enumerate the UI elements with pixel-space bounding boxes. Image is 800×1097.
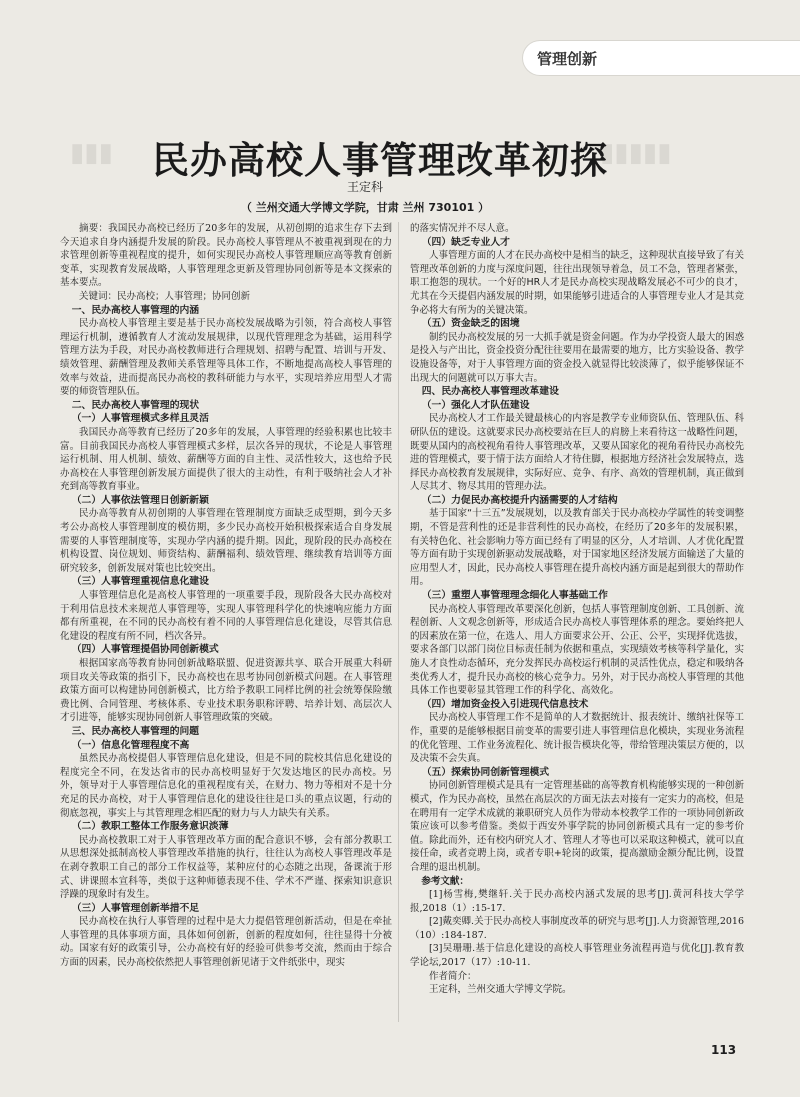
reference-entry: [1]杨雪梅,樊继轩.关于民办高校内涵式发展的思考[J].黄河科技大学学报,2018（1）:15-17. (410, 889, 744, 914)
body-paragraph: 虽然民办高校提倡人事管理信息化建设，但是不同的院校其信息化建设的程度完全不同，在发达省市的民办高校明显好于欠发达地区的民办高校。另外，领导对于人事管理信息化的重视程度有关，在财力、物力等相对不是十分充足的民办高校，对于人事管理信息化的建设往往是口头的重点议题，行动的彻底忽视，事实上与其管理理念相匹配的财力与人力缺失有关系。 (60, 753, 392, 819)
left-column (60, 222, 392, 970)
reference-entry: [2]戴奕卿.关于民办高校人事制度改革的研究与思考[J].人力资源管理,2016（10）:184-187. (410, 916, 744, 941)
body-paragraph: 根据国家高等教育协同创新战略联盟、促进资源共享、联合开展重大科研项目攻关等政策的指引下，民办高校也在思考协同创新模式问题。在人事管理政策方面可以构建协同创新模式，比方给予教职工同样比例的社会统筹保险缴费比例、合同管理、考核体系、专业技术职务职称评聘、培养计划、高层次人才引进等，能够实现协同创新人事管理政策的突破。 (60, 658, 392, 724)
article-title: 民办高校人事管理改革初探 (152, 139, 608, 182)
body-paragraph: 民办高校人事管理工作不是简单的人才数据统计、报表统计、缴纳社保等工作，重要的是能够根据目前变革的需要引进人事管理信息化模块，实现业务流程的优化管理、工作业务流程化、统计报告模块化等，带给管理决策层方便的，以及决策不会失真。 (410, 712, 744, 765)
subsection-heading: （五）探索协同创新管理模式 (421, 766, 550, 778)
references-heading: 参考文献： (421, 875, 469, 887)
subsection-heading: （一）人事管理模式多样且灵活 (71, 413, 209, 425)
section-heading: 二、民办高校人事管理的现状 (71, 399, 200, 411)
subsection-heading: （二）人事依法管理日创新新颖 (71, 494, 209, 506)
subsection-heading: （一）强化人才队伍建设 (421, 399, 530, 411)
subsection-heading: （三）人事管理重视信息化建设 (71, 576, 209, 588)
subsection-heading: （四）增加资金投入引进现代信息技术 (421, 698, 589, 710)
page-number: 113 (711, 1043, 737, 1057)
section-label: 管理创新 (537, 50, 598, 68)
body-paragraph: 民办高校教职工对于人事管理改革方面的配合意识不够，会有部分教职工从思想深处抵制高校人事管理改革措施的执行，往往认为高校人事管理改革是在剥夺教职工自己的部分工作权益等，某种应付的心态随之出现，备课流于形式、讲课照本宣科等，类似于这种师德表现不佳、学术不严谨、探索知识意识浮躁的现象时有发生。 (60, 834, 392, 901)
body-paragraph: 协同创新管理模式是具有一定管理基础的高等教育机构能够实现的一种创新模式，作为民办高校，虽然在高层次的方面无法去对接有一定实力的高校，但是在聘用有一定学术成就的兼职研究人员作为带动本校教学工作的一项协同创新政策应该可以参考借鉴。类似于西安外事学院的协同创新模式具有一定的参考价值。除此而外，还有校内研究人才、管理人才等也可以采取这种模式，就可以直接任命，或者竞聘上岗，或者专职+轮岗的政策，提高激励金额分配比例，设置合理的退出机制。 (410, 780, 744, 873)
subsection-heading: （二）力促民办高校提升内涵需要的人才结构 (421, 494, 618, 506)
subsection-heading: （三）人事管理创新举措不足 (71, 902, 200, 914)
subsection-heading: （三）重塑人事管理理念细化人事基础工作 (421, 590, 608, 602)
article-author: 王定科 (346, 180, 383, 194)
keywords: 关键词：民办高校；人事管理；协同创新 (79, 290, 251, 302)
background-ghost-text: ▮▮▮▮▮ (600, 138, 672, 168)
subsection-heading: （二）教职工整体工作服务意识淡薄 (71, 821, 229, 833)
section-heading: 四、民办高校人事管理改革建设 (421, 386, 559, 398)
body-paragraph: 我国民办高等教育已经历了20多年的发展，人事管理的经验积累也比较丰富。目前我国民办高校人事管理模式多样，层次各异的现状，不论是人事管理运行机制、用人机制、绩效、薪酬等方面的自主性、灵活性较大，这也给予民办高校在人事管理创新发展方面提供了很大的主动性，有利于吸纳社会人才补充到高等教育事业。 (60, 426, 392, 493)
section-heading: 三、民办高校人事管理的问题 (71, 725, 200, 737)
abstract: 摘要：我国民办高校已经历了20多年的发展，从初创期的追求生存下去到今天追求自身内涵提升发展的阶段。民办高校人事管理从不被重视到现在的力求管理创新等重视程度的提升，如何实现民办高校人事管理顺应高等教育创新变革，实现教育发展战略，人事管理理念更新及管理协同创新等是本文探索的基本要点。 (60, 223, 392, 289)
subsection-heading: （四）人事管理提倡协同创新模式 (71, 644, 219, 656)
body-paragraph: 人事管理方面的人才在民办高校中是相当的缺乏，这种现状直接导致了有关管理改革创新的力度与深度问题，往往出现领导着急，员工不急，管理者紧张，职工抱怨的现状。一个好的HR人才是民办高校实现战略发展必不可少的良才，尤其在今天提倡内涵发展的时期，如果能够引进适合的人事管理专业人才是其竞争必将大有所为的关键决策。 (410, 250, 744, 316)
body-paragraph: 基于国家“十三五”发展规划，以及教育部关于民办高校办学属性的转变调整期，不管是营利性的还是非营利性的民办高校，在经历了20多年的发展积累，有关特色化、社会影响力等方面已经有了明显的区分，人才培训、人才优化配置等方面有助于实现创新驱动发展战略，对于国家地区经济发展方面输送了大量的应用型人才，因此，民办高校人事管理在提升高校内涵方面是起到很大的帮助作用。 (410, 508, 744, 588)
column-divider (398, 222, 399, 1022)
subsection-heading: （一）信息化管理程度不高 (71, 739, 190, 751)
body-paragraph: 民办高校人才工作最关键最核心的内容是教学专业师资队伍、管理队伍、科研队伍的建设。这就要求民办高校要站在巨人的肩膀上来看待这一战略性问题，既要从国内的高校视角看待人事管理改革，又要从国家化的视角看待民办高校先进的管理模式，要于情于法方面给人才待住脚，根据地方经济社会发展特点，选择民办高校教育发展规律，实际好应、竞争、有序、高效的管理机制，真正做到人尽其才、物尽其用的管理办法。 (410, 413, 744, 493)
body-paragraph: 制约民办高校发展的另一大抓手就是资金问题。作为办学投资人最大的困惑是投入与产出比，资金投资分配往往要用在最需要的地方，比方实验设备、教学设施设备等，对于人事管理方面的资金投入就显得比较淡薄了，似乎能够保证不出现大的问题就可以万事大吉。 (410, 331, 744, 384)
body-paragraph: 民办高校在执行人事管理的过程中是大力提倡管理创新活动，但是在牵扯人事管理的具体事项方面，具体如何创新，创新的程度如何，往往显得十分被动。国家有好的政策引导，公办高校有好的经验可供参考交流，然而由于综合方面的因素，民办高校依然把人事管理创新见诸于文件纸张中，现实 (60, 916, 392, 969)
reference-entry: 作者简介： (429, 970, 477, 982)
right-column (410, 222, 744, 997)
body-paragraph: 民办高校人事管理改革要深化创新，包括人事管理制度创新、工具创新、流程创新、人文观念创新等，形成适合民办高校人事管理体系的理念。要始终把人的因素放在第一位，在选人、用人方面要求公开、公正、公平，实现择优选拔，要求各部门以部门岗位目标责任制为依据和重点，实现绩效考核等科学量化，实施人才良性动态循环，充分发挥民办高校运行机制的灵活性优点，稳定和吸纳各类优秀人才，提升民办高校的核心竞争力。另外，对于民办高校人事管理的其他具体工作也要彰显其管理工作的科学化、高效化。 (410, 603, 744, 697)
section-heading: 一、民办高校人事管理的内涵 (71, 304, 200, 316)
article-affiliation: （ 兰州交通大学博文学院，甘肃 兰州 730101 ） (240, 201, 490, 214)
subsection-heading: （四）缺乏专业人才 (421, 236, 510, 248)
body-paragraph: 民办高等教育从初创期的人事管理在管理制度方面缺乏成型期，到今天多考公办高校人事管理制度的模仿期，多少民办高校开始积极探索适合自身发展需要的人事管理制度等，实现办学内涵的提升期。因此，现阶段的民办高校在机构设置、岗位规划、师资结构、薪酬福利、绩效管理、继续教育培训等方面研究较多，创新发展对策也比较突出。 (60, 508, 392, 574)
subsection-heading: （五）资金缺乏的困境 (421, 318, 520, 330)
reference-entry: [3]吴珊珊.基于信息化建设的高校人事管理业务流程再造与优化[J].教育教学论坛,2017（17）:10-11. (410, 943, 744, 969)
body-paragraph: 民办高校人事管理主要是基于民办高校发展战略为引领，符合高校人事管理运行机制，遵循教育人才流动发展规律，以现代管理理念为基础，运用科学管理方法为手段，对民办高校教师进行合理规划、招聘与配置、培训与开发、绩效管理、薪酬管理及教师关系管理等具体工作，不断地提高高校人事管理的效率与效益，进而提高民办高校的教科研能力与水平，实现培养应用型人才需要的师资管理队伍。 (60, 318, 392, 398)
paragraph-continuation: 的落实情况并不尽人意。 (410, 223, 515, 234)
background-ghost-text: ▮▮▮ (70, 138, 113, 168)
section-tag (523, 41, 800, 75)
body-paragraph: 人事管理信息化是高校人事管理的一项重要手段，现阶段各大民办高校对于利用信息技术来规范人事管理等，实现人事管理科学化的快速响应能力方面都有所重视，在不同的民办高校有着不同的人事管理信息化建设，尽管其信息化建设的程度有所不同，档次各异。 (60, 590, 392, 642)
reference-entry: 王定科，兰州交通大学博文学院。 (429, 984, 572, 996)
